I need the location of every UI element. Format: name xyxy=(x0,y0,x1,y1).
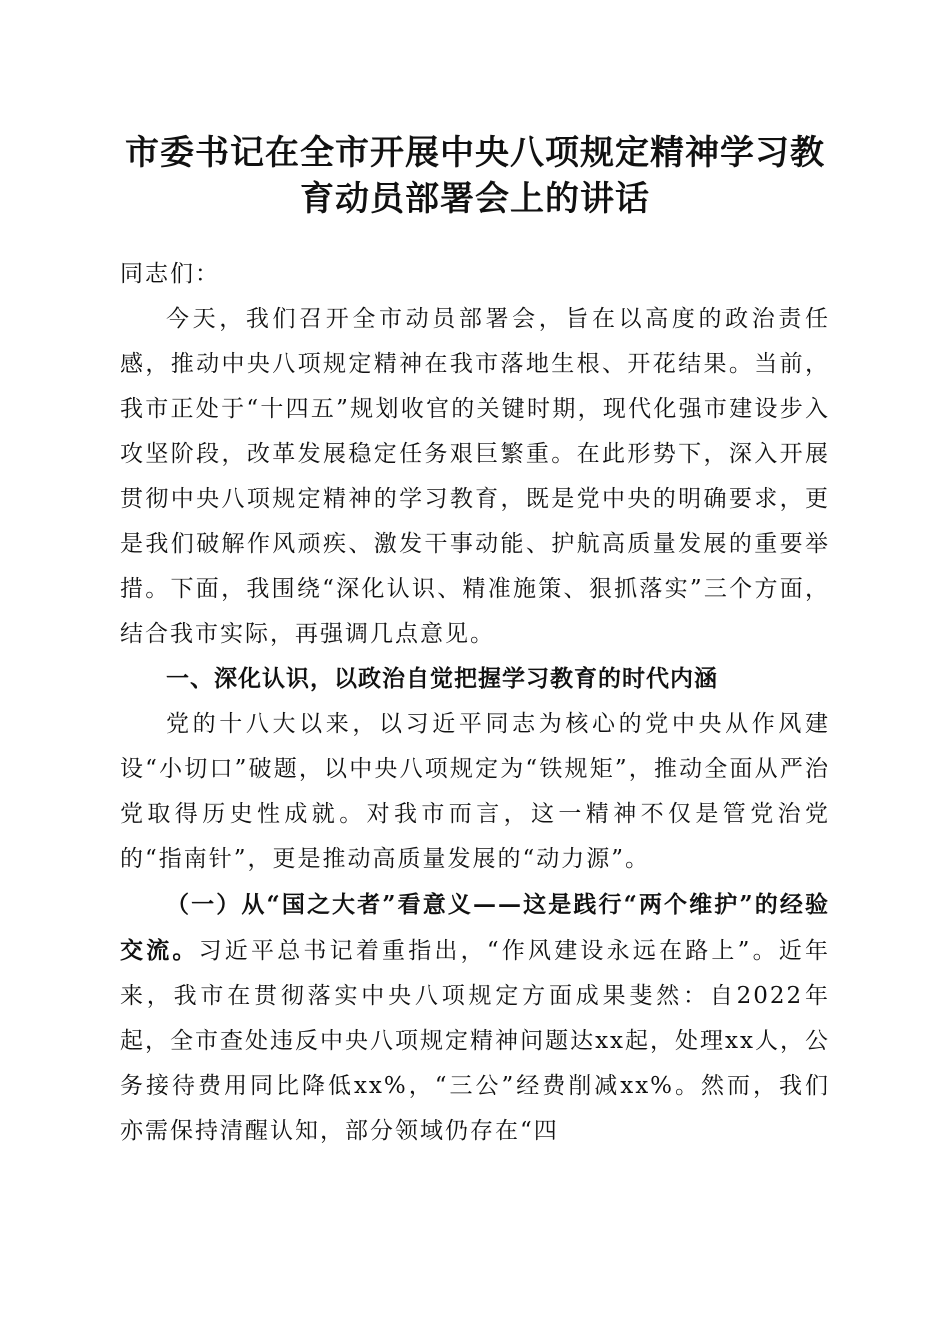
document-title xyxy=(100,130,850,222)
document-body xyxy=(120,252,830,1154)
paragraph-3-text: 习近平总书记着重指出，“作风建设永远在路上”。近年来，我市在贯彻落实中央八项规定方面成果斐然：自2022年起，全市查处违反中央八项规定精神问题达xx起，处理xx人，公务接待费用同比降低xx%，“三公”经费削减xx%。然而，我们亦需保持清醒认知，部分领域仍存在“四 xyxy=(120,938,830,1144)
paragraph-2: 党的十八大以来，以习近平同志为核心的党中央从作风建设“小切口”破题，以中央八项规定为“铁规矩”，推动全面从严治党取得历史性成就。对我市而言，这一精神不仅是管党治党的“指南针”，更是推动高质量发展的“动力源”。 xyxy=(120,711,830,872)
title-line-1: 市委书记在全市开展中央八项规定精神学习教 xyxy=(125,133,825,173)
paragraph-1: 今天，我们召开全市动员部署会，旨在以高度的政治责任感，推动中央八项规定精神在我市落地生根、开花结果。当前，我市正处于“十四五”规划收官的关键时期，现代化强市建设步入攻坚阶段，改革发展稳定任务艰巨繁重。在此形势下，深入开展贯彻中央八项规定精神的学习教育，既是党中央的明确要求，更是我们破解作风顽疾、激发干事动能、护航高质量发展的重要举措。下面，我围绕“深化认识、精准施策、狠抓落实”三个方面，结合我市实际，再强调几点意见。 xyxy=(120,306,830,647)
paragraph-3 xyxy=(120,882,830,1154)
section-1-heading: 一、深化认识，以政治自觉把握学习教育的时代内涵 xyxy=(166,666,718,692)
title-line-2: 育动员部署会上的讲话 xyxy=(300,179,650,219)
subsection-1-lead: （一）从“国之大者”看意义——这是践行“两个维护”的经验交流。 xyxy=(120,891,830,964)
salutation: 同志们： xyxy=(120,261,220,287)
